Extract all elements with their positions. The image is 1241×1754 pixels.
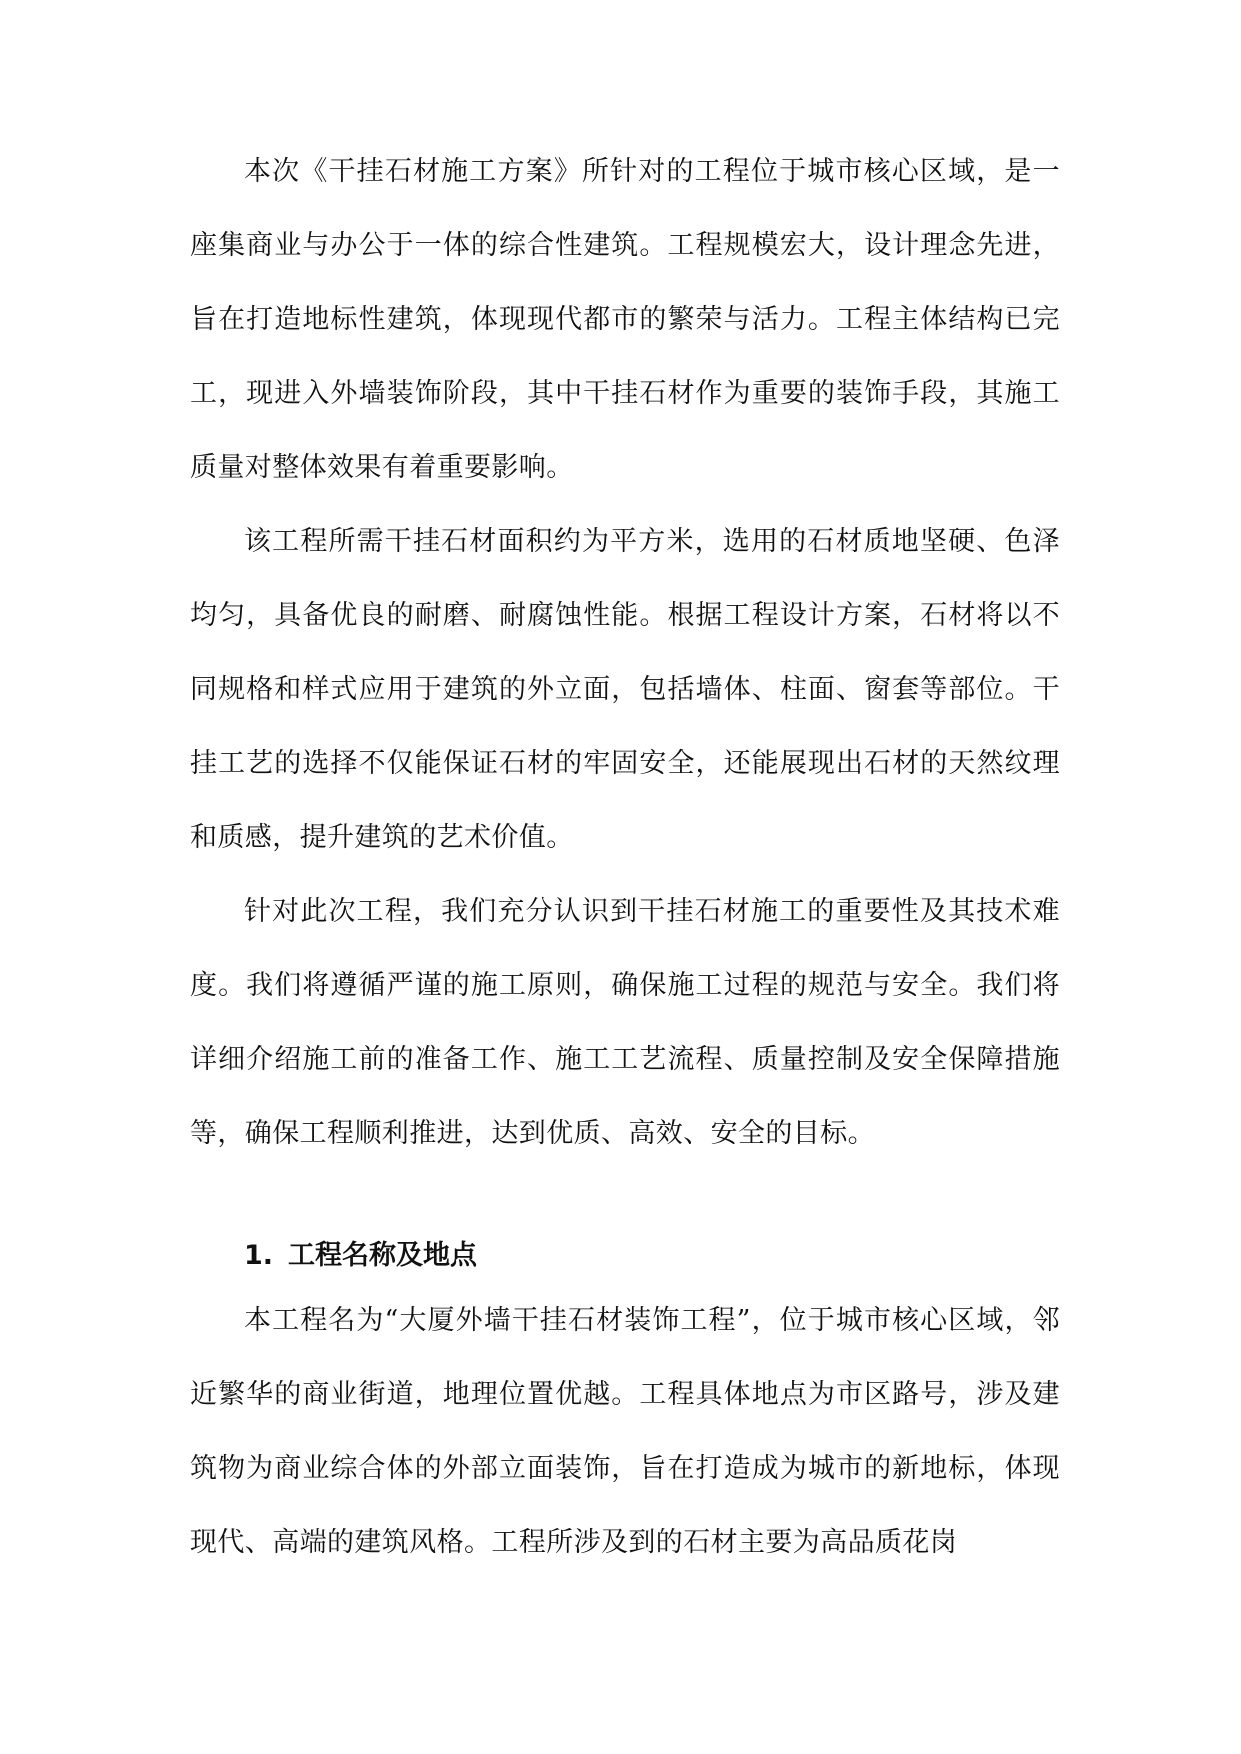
section-number: 1. bbox=[244, 1240, 274, 1271]
section-heading bbox=[244, 1236, 477, 1276]
section-title: 工程名称及地点 bbox=[288, 1240, 477, 1271]
paragraph-construction-approach: 针对此次工程，我们充分认识到干挂石材施工的重要性及其技术难度。我们将遵循严谨的施工原则，确保施工过程的规范与安全。我们将详细介绍施工前的准备工作、施工工艺流程、质量控制及安全保障措施等，确保工程顺利推进，达到优质、高效、安全的目标。 bbox=[190, 896, 1060, 1149]
paragraph-project-name-location: 本工程名为“大厦外墙干挂石材装饰工程”，位于城市核心区域，邻近繁华的商业街道，地理位置优越。工程具体地点为市区路号，涉及建筑物为商业综合体的外部立面装饰，旨在打造成为城市的新地标，体现现代、高端的建筑风格。工程所涉及到的石材主要为高品质花岗 bbox=[190, 1305, 1060, 1558]
paragraph-project-overview: 本次《干挂石材施工方案》所针对的工程位于城市核心区域，是一座集商业与办公于一体的综合性建筑。工程规模宏大，设计理念先进，旨在打造地标性建筑，体现现代都市的繁荣与活力。工程主体结构已完工，现进入外墙装饰阶段，其中干挂石材作为重要的装饰手段，其施工质量对整体效果有着重要影响。 bbox=[190, 156, 1060, 483]
paragraph-stone-material: 该工程所需干挂石材面积约为平方米，选用的石材质地坚硬、色泽均匀，具备优良的耐磨、耐腐蚀性能。根据工程设计方案，石材将以不同规格和样式应用于建筑的外立面，包括墙体、柱面、窗套等部位。干挂工艺的选择不仅能保证石材的牢固安全，还能展现出石材的天然纹理和质感，提升建筑的艺术价值。 bbox=[190, 526, 1060, 853]
